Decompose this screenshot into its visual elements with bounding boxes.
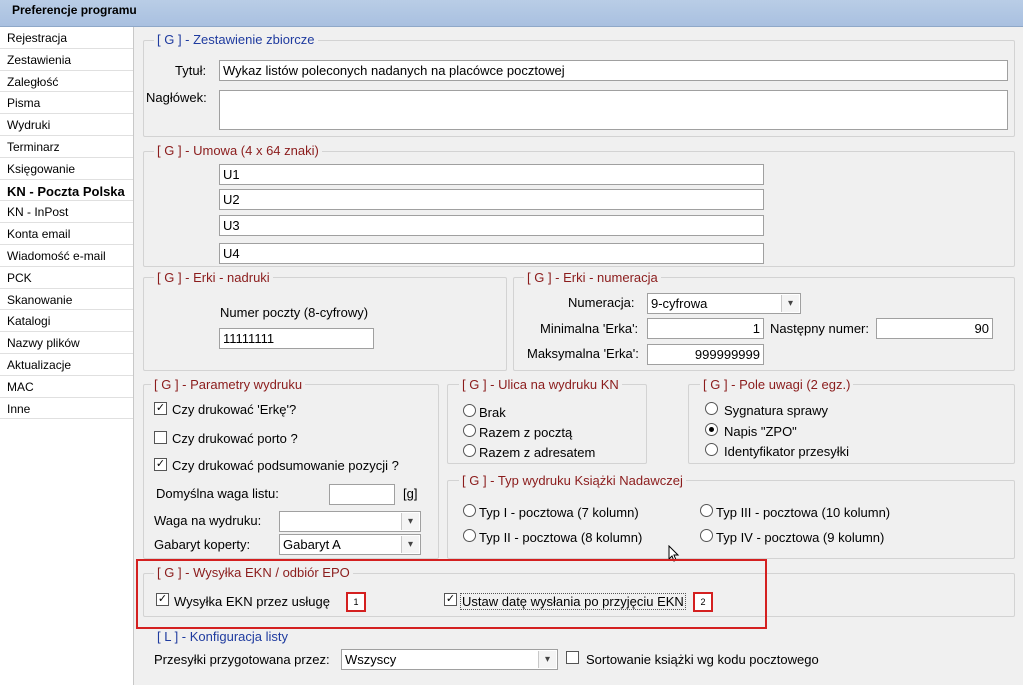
checkmark-icon: ✓ bbox=[155, 402, 166, 414]
sidebar-item-wiadomosc-email[interactable]: Wiadomość e-mail bbox=[0, 245, 133, 267]
umowa-legend: [ G ] - Umowa (4 x 64 znaki) bbox=[154, 143, 322, 158]
sidebar-item-wydruki[interactable]: Wydruki bbox=[0, 114, 133, 136]
umowa-line-4[interactable]: U4 bbox=[219, 243, 764, 264]
erki-nadruki-group bbox=[143, 277, 507, 371]
sidebar-item-terminarz[interactable]: Terminarz bbox=[0, 136, 133, 158]
sidebar-item-kn-inpost[interactable]: KN - InPost bbox=[0, 201, 133, 223]
numeracja-value: 9-cyfrowa bbox=[651, 296, 708, 311]
ulica-radio-adresat[interactable] bbox=[463, 444, 476, 457]
umowa-line-3[interactable]: U3 bbox=[219, 215, 764, 236]
typ-radio-4[interactable] bbox=[700, 529, 713, 542]
naglowek-textarea[interactable] bbox=[219, 90, 1008, 130]
sidebar-item-konta-email[interactable]: Konta email bbox=[0, 223, 133, 245]
wysylka-usluga-label: Wysyłka EKN przez usługę bbox=[174, 594, 330, 609]
sidebar-item-zestawienia[interactable]: Zestawienia bbox=[0, 49, 133, 71]
sortowanie-label: Sortowanie książki wg kodu pocztowego bbox=[586, 652, 819, 667]
parametry-legend: [ G ] - Parametry wydruku bbox=[151, 377, 305, 392]
naglowek-label: Nagłówek: bbox=[146, 90, 207, 105]
sidebar-item-pisma[interactable]: Pisma bbox=[0, 92, 133, 114]
przesylki-label: Przesyłki przygotowana przez: bbox=[154, 652, 330, 667]
numeracja-label: Numeracja: bbox=[568, 295, 635, 310]
checkmark-icon: ✓ bbox=[157, 593, 168, 605]
wysylka-data-label: Ustaw datę wysłania po przyjęciu EKN bbox=[462, 594, 684, 609]
chevron-down-icon[interactable]: ▾ bbox=[538, 651, 556, 668]
max-erka-input[interactable]: 999999999 bbox=[647, 344, 764, 365]
pole-uwagi-legend: [ G ] - Pole uwagi (2 egz.) bbox=[700, 377, 853, 392]
window-title: Preferencje programu bbox=[12, 3, 137, 17]
waga-wydruk-select[interactable] bbox=[279, 511, 421, 532]
umowa-line-1[interactable]: U1 bbox=[219, 164, 764, 185]
annotation-badge-2: 2 bbox=[693, 592, 713, 612]
uwagi-radio-zpo[interactable] bbox=[705, 423, 718, 436]
erke-label: Czy drukować 'Erkę'? bbox=[172, 402, 297, 417]
sidebar-item-inne[interactable]: Inne bbox=[0, 398, 133, 420]
uwagi-option-sygnatura: Sygnatura sprawy bbox=[724, 403, 829, 418]
waga-label: Domyślna waga listu: bbox=[156, 486, 279, 501]
wysylka-legend: [ G ] - Wysyłka EKN / odbiór EPO bbox=[154, 565, 353, 580]
typ-option-4: Typ IV - pocztowa (9 kolumn) bbox=[716, 530, 885, 545]
gabaryt-select[interactable] bbox=[279, 534, 421, 555]
tytul-label: Tytuł: bbox=[175, 63, 207, 78]
ulica-option-brak: Brak bbox=[479, 405, 506, 420]
gabaryt-label: Gabaryt koperty: bbox=[154, 537, 251, 552]
sidebar-item-ksiegowanie[interactable]: Księgowanie bbox=[0, 158, 133, 180]
sidebar-item-zaleglosc[interactable]: Zaległość bbox=[0, 71, 133, 93]
konfiguracja-legend: [ L ] - Konfiguracja listy bbox=[154, 629, 291, 644]
typ-option-2: Typ II - pocztowa (8 kolumn) bbox=[479, 530, 643, 545]
typ-radio-2[interactable] bbox=[463, 529, 476, 542]
window-title-bar bbox=[0, 0, 1023, 27]
min-erka-label: Minimalna 'Erka': bbox=[540, 321, 639, 336]
typ-option-3: Typ III - pocztowa (10 kolumn) bbox=[716, 505, 891, 520]
erki-nadruki-legend: [ G ] - Erki - nadruki bbox=[154, 270, 273, 285]
podsumowanie-label: Czy drukować podsumowanie pozycji ? bbox=[172, 458, 399, 473]
sidebar-item-mac[interactable]: MAC bbox=[0, 376, 133, 398]
gabaryt-value: Gabaryt A bbox=[283, 537, 341, 552]
typ-radio-3[interactable] bbox=[700, 504, 713, 517]
max-erka-label: Maksymalna 'Erka': bbox=[527, 346, 639, 361]
typ-wydruku-legend: [ G ] - Typ wydruku Książki Nadawczej bbox=[459, 473, 686, 488]
ulica-legend: [ G ] - Ulica na wydruku KN bbox=[459, 377, 622, 392]
typ-radio-1[interactable] bbox=[463, 504, 476, 517]
waga-input[interactable] bbox=[329, 484, 395, 505]
zestawienie-legend: [ G ] - Zestawienie zbiorcze bbox=[154, 32, 318, 47]
podsumowanie-checkbox[interactable] bbox=[154, 458, 167, 471]
uwagi-radio-sygnatura[interactable] bbox=[705, 402, 718, 415]
checkmark-icon: ✓ bbox=[445, 593, 456, 605]
sortowanie-checkbox[interactable] bbox=[566, 651, 579, 664]
uwagi-radio-identyfikator[interactable] bbox=[705, 443, 718, 456]
ulica-option-adresat: Razem z adresatem bbox=[479, 445, 596, 460]
annotation-badge-1: 1 bbox=[346, 592, 366, 612]
numer-poczty-input[interactable]: 11111111 bbox=[219, 328, 374, 349]
sidebar-item-skanowanie[interactable]: Skanowanie bbox=[0, 289, 133, 311]
sidebar-item-aktualizacje[interactable]: Aktualizacje bbox=[0, 354, 133, 376]
chevron-down-icon[interactable]: ▾ bbox=[401, 513, 419, 530]
sidebar-item-katalogi[interactable]: Katalogi bbox=[0, 310, 133, 332]
chevron-down-icon[interactable]: ▾ bbox=[781, 295, 799, 312]
umowa-line-2[interactable]: U2 bbox=[219, 189, 764, 210]
uwagi-option-identyfikator: Identyfikator przesyłki bbox=[724, 444, 849, 459]
typ-option-1: Typ I - pocztowa (7 kolumn) bbox=[479, 505, 639, 520]
waga-wydruk-label: Waga na wydruku: bbox=[154, 513, 262, 528]
min-erka-input[interactable]: 1 bbox=[647, 318, 764, 339]
ulica-radio-brak[interactable] bbox=[463, 404, 476, 417]
ulica-option-poczta: Razem z pocztą bbox=[479, 425, 573, 440]
przesylki-select[interactable] bbox=[341, 649, 558, 670]
checkmark-icon: ✓ bbox=[155, 458, 166, 470]
tytul-input[interactable]: Wykaz listów poleconych nadanych na placówce pocztowej bbox=[219, 60, 1008, 81]
sidebar-item-pck[interactable]: PCK bbox=[0, 267, 133, 289]
erke-checkbox[interactable] bbox=[154, 402, 167, 415]
annotation-highlight-box bbox=[136, 559, 767, 629]
erki-numeracja-legend: [ G ] - Erki - numeracja bbox=[524, 270, 661, 285]
ulica-radio-poczta[interactable] bbox=[463, 424, 476, 437]
sidebar-item-rejestracja[interactable]: Rejestracja bbox=[0, 27, 133, 49]
sidebar-item-kn-poczta-polska[interactable]: KN - Poczta Polska bbox=[0, 180, 133, 202]
przesylki-value: Wszyscy bbox=[345, 652, 397, 667]
chevron-down-icon[interactable]: ▾ bbox=[401, 536, 419, 553]
waga-unit: [g] bbox=[403, 486, 418, 501]
numeracja-select[interactable] bbox=[647, 293, 801, 314]
uwagi-option-zpo: Napis "ZPO" bbox=[724, 424, 797, 439]
next-number-input[interactable]: 90 bbox=[876, 318, 993, 339]
sidebar-item-nazwy-plikow[interactable]: Nazwy plików bbox=[0, 332, 133, 354]
sidebar bbox=[0, 27, 134, 685]
porto-checkbox[interactable] bbox=[154, 431, 167, 444]
next-number-label: Następny numer: bbox=[770, 321, 869, 336]
numer-poczty-label: Numer poczty (8-cyfrowy) bbox=[220, 305, 369, 320]
porto-label: Czy drukować porto ? bbox=[172, 431, 298, 446]
